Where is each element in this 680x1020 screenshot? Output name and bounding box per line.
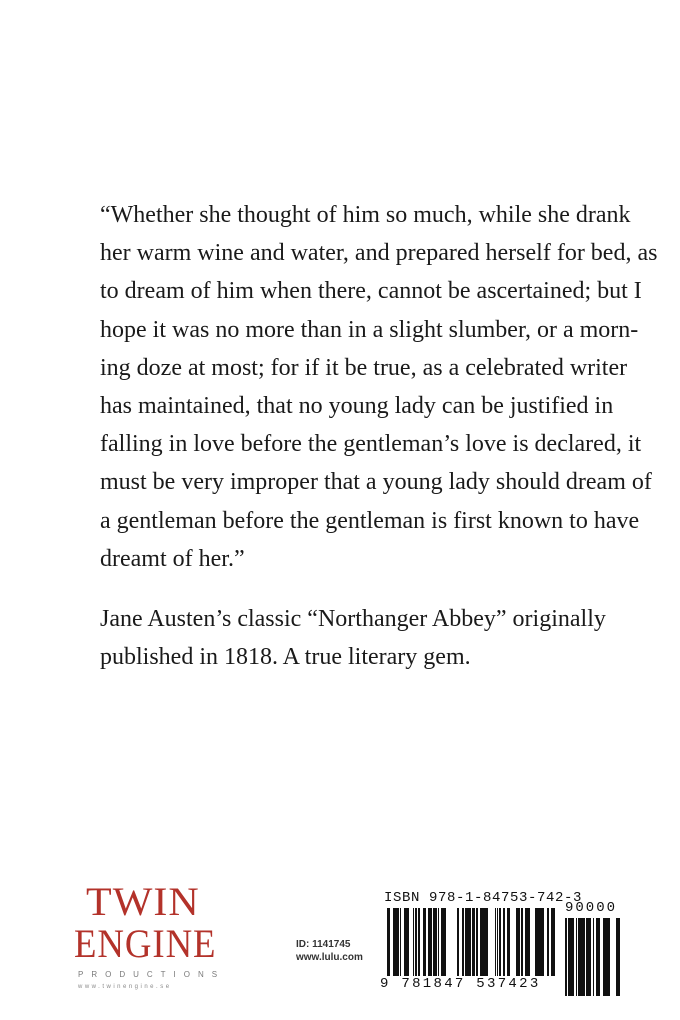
isbn-label: ISBN 978-1-84753-742-3 bbox=[384, 890, 583, 906]
barcode-bar bbox=[551, 908, 552, 976]
barcode-bar bbox=[536, 908, 537, 976]
price-code: 90000 bbox=[565, 900, 618, 916]
barcode-bar bbox=[603, 918, 604, 996]
barcode-bar bbox=[598, 918, 599, 996]
isbn-barcode bbox=[378, 890, 638, 1000]
barcode-bar bbox=[599, 918, 600, 996]
barcode-bar bbox=[537, 908, 538, 976]
barcode-bar bbox=[618, 918, 619, 996]
barcode-bar bbox=[434, 908, 435, 976]
quote-line: ing doze at most; for if it be true, as a celebrated writer bbox=[100, 354, 628, 381]
barcode-bar bbox=[404, 908, 405, 976]
barcode-bar bbox=[593, 918, 594, 996]
barcode-bar bbox=[552, 908, 555, 976]
barcode-bar bbox=[587, 918, 589, 996]
barcode-bar bbox=[604, 918, 605, 996]
barcode-bar bbox=[457, 908, 459, 976]
barcode-bar bbox=[538, 908, 540, 976]
barcode-bar bbox=[516, 908, 518, 976]
barcode-bar bbox=[428, 908, 430, 976]
barcode-bar bbox=[476, 908, 478, 976]
barcode-bar bbox=[568, 918, 570, 996]
barcode-bar bbox=[463, 908, 464, 976]
barcode-bar bbox=[576, 918, 577, 996]
quote-line: a gentleman before the gentleman is first known to have bbox=[100, 507, 640, 534]
quote-line: must be very improper that a young lady should dream of bbox=[100, 469, 652, 496]
barcode-bar bbox=[415, 908, 417, 976]
barcode-bar bbox=[541, 908, 544, 976]
barcode-bar bbox=[525, 908, 526, 976]
barcode-bar bbox=[605, 918, 607, 996]
logo-subtitle: PRODUCTIONS bbox=[78, 970, 226, 979]
addon-barcode-bars bbox=[564, 918, 624, 998]
barcode-bar bbox=[565, 918, 566, 996]
barcode-bar bbox=[435, 908, 437, 976]
twin-engine-logo bbox=[74, 880, 274, 1000]
barcode-bar bbox=[570, 918, 573, 996]
barcode-bar bbox=[484, 908, 485, 976]
barcode-bar bbox=[616, 918, 618, 996]
barcode-bar bbox=[526, 908, 529, 976]
barcode-bar bbox=[607, 918, 608, 996]
ean-barcode-bars bbox=[380, 908, 558, 976]
barcode-bar bbox=[507, 908, 510, 976]
barcode-bar bbox=[398, 908, 399, 976]
barcode-bar bbox=[596, 918, 598, 996]
book-quote bbox=[100, 196, 658, 578]
barcode-bar bbox=[433, 908, 434, 976]
book-blurb bbox=[100, 600, 606, 676]
barcode-bar bbox=[418, 908, 420, 976]
barcode-bar bbox=[589, 918, 591, 996]
barcode-bar bbox=[387, 908, 390, 976]
barcode-bar bbox=[578, 918, 580, 996]
quote-line: dreamt of her.” bbox=[100, 545, 245, 572]
barcode-bar bbox=[503, 908, 505, 976]
ean-digits: 9 781847 537423 bbox=[380, 976, 541, 992]
quote-line: “Whether she thought of him so much, while she drank bbox=[100, 202, 631, 228]
barcode-bar bbox=[423, 908, 426, 976]
barcode-bar bbox=[465, 908, 467, 976]
barcode-bar bbox=[468, 908, 471, 976]
quote-line: to dream of him when there, cannot be ascertained; but I bbox=[100, 278, 642, 305]
logo-line-engine: ENGINE bbox=[74, 921, 217, 966]
lulu-info bbox=[296, 938, 363, 964]
quote-line: has maintained, that no young lady can be justified in bbox=[100, 392, 614, 419]
barcode-bar bbox=[608, 918, 610, 996]
blurb-line: published in 1818. A true literary gem. bbox=[100, 644, 471, 671]
barcode-bar bbox=[582, 918, 585, 996]
barcode-bar bbox=[443, 908, 444, 976]
barcode-bar bbox=[431, 908, 432, 976]
barcode-bar bbox=[548, 908, 549, 976]
barcode-bar bbox=[540, 908, 541, 976]
barcode-bar bbox=[430, 908, 431, 976]
barcode-bar bbox=[407, 908, 409, 976]
quote-line: hope it was no more than in a slight slumber, or a morn- bbox=[100, 316, 639, 343]
barcode-bar bbox=[547, 908, 548, 976]
barcode-bar bbox=[480, 908, 483, 976]
barcode-bar bbox=[535, 908, 536, 976]
barcode-bar bbox=[413, 908, 414, 976]
barcode-bar bbox=[495, 908, 496, 976]
barcode-bar bbox=[497, 908, 498, 976]
barcode-bar bbox=[518, 908, 520, 976]
quote-line: her warm wine and water, and prepared herself for bed, as bbox=[100, 240, 658, 267]
barcode-bar bbox=[586, 918, 587, 996]
barcode-bar bbox=[472, 908, 475, 976]
quote-line: falling in love before the gentleman’s love is declared, it bbox=[100, 431, 642, 458]
blurb-line: Jane Austen’s classic “Northanger Abbey” originally bbox=[100, 606, 606, 632]
barcode-bar bbox=[566, 918, 567, 996]
barcode-bar bbox=[444, 908, 446, 976]
barcode-bar bbox=[393, 908, 395, 976]
barcode-bar bbox=[580, 918, 582, 996]
logo-line-twin: TWIN bbox=[86, 879, 200, 924]
barcode-bar bbox=[395, 908, 398, 976]
barcode-bar bbox=[405, 908, 407, 976]
barcode-bar bbox=[499, 908, 501, 976]
barcode-bar bbox=[438, 908, 439, 976]
barcode-bar bbox=[467, 908, 468, 976]
lulu-id: ID: 1141745 bbox=[296, 939, 351, 950]
barcode-bar bbox=[619, 918, 620, 996]
barcode-bar bbox=[573, 918, 574, 996]
barcode-bar bbox=[462, 908, 463, 976]
logo-website: www.twinengine.se bbox=[78, 984, 172, 990]
barcode-bar bbox=[529, 908, 530, 976]
barcode-bar bbox=[441, 908, 443, 976]
barcode-bar bbox=[521, 908, 523, 976]
lulu-url: www.lulu.com bbox=[296, 952, 363, 963]
barcode-bar bbox=[400, 908, 401, 976]
barcode-bar bbox=[485, 908, 486, 976]
barcode-bar bbox=[483, 908, 484, 976]
barcode-bar bbox=[486, 908, 488, 976]
